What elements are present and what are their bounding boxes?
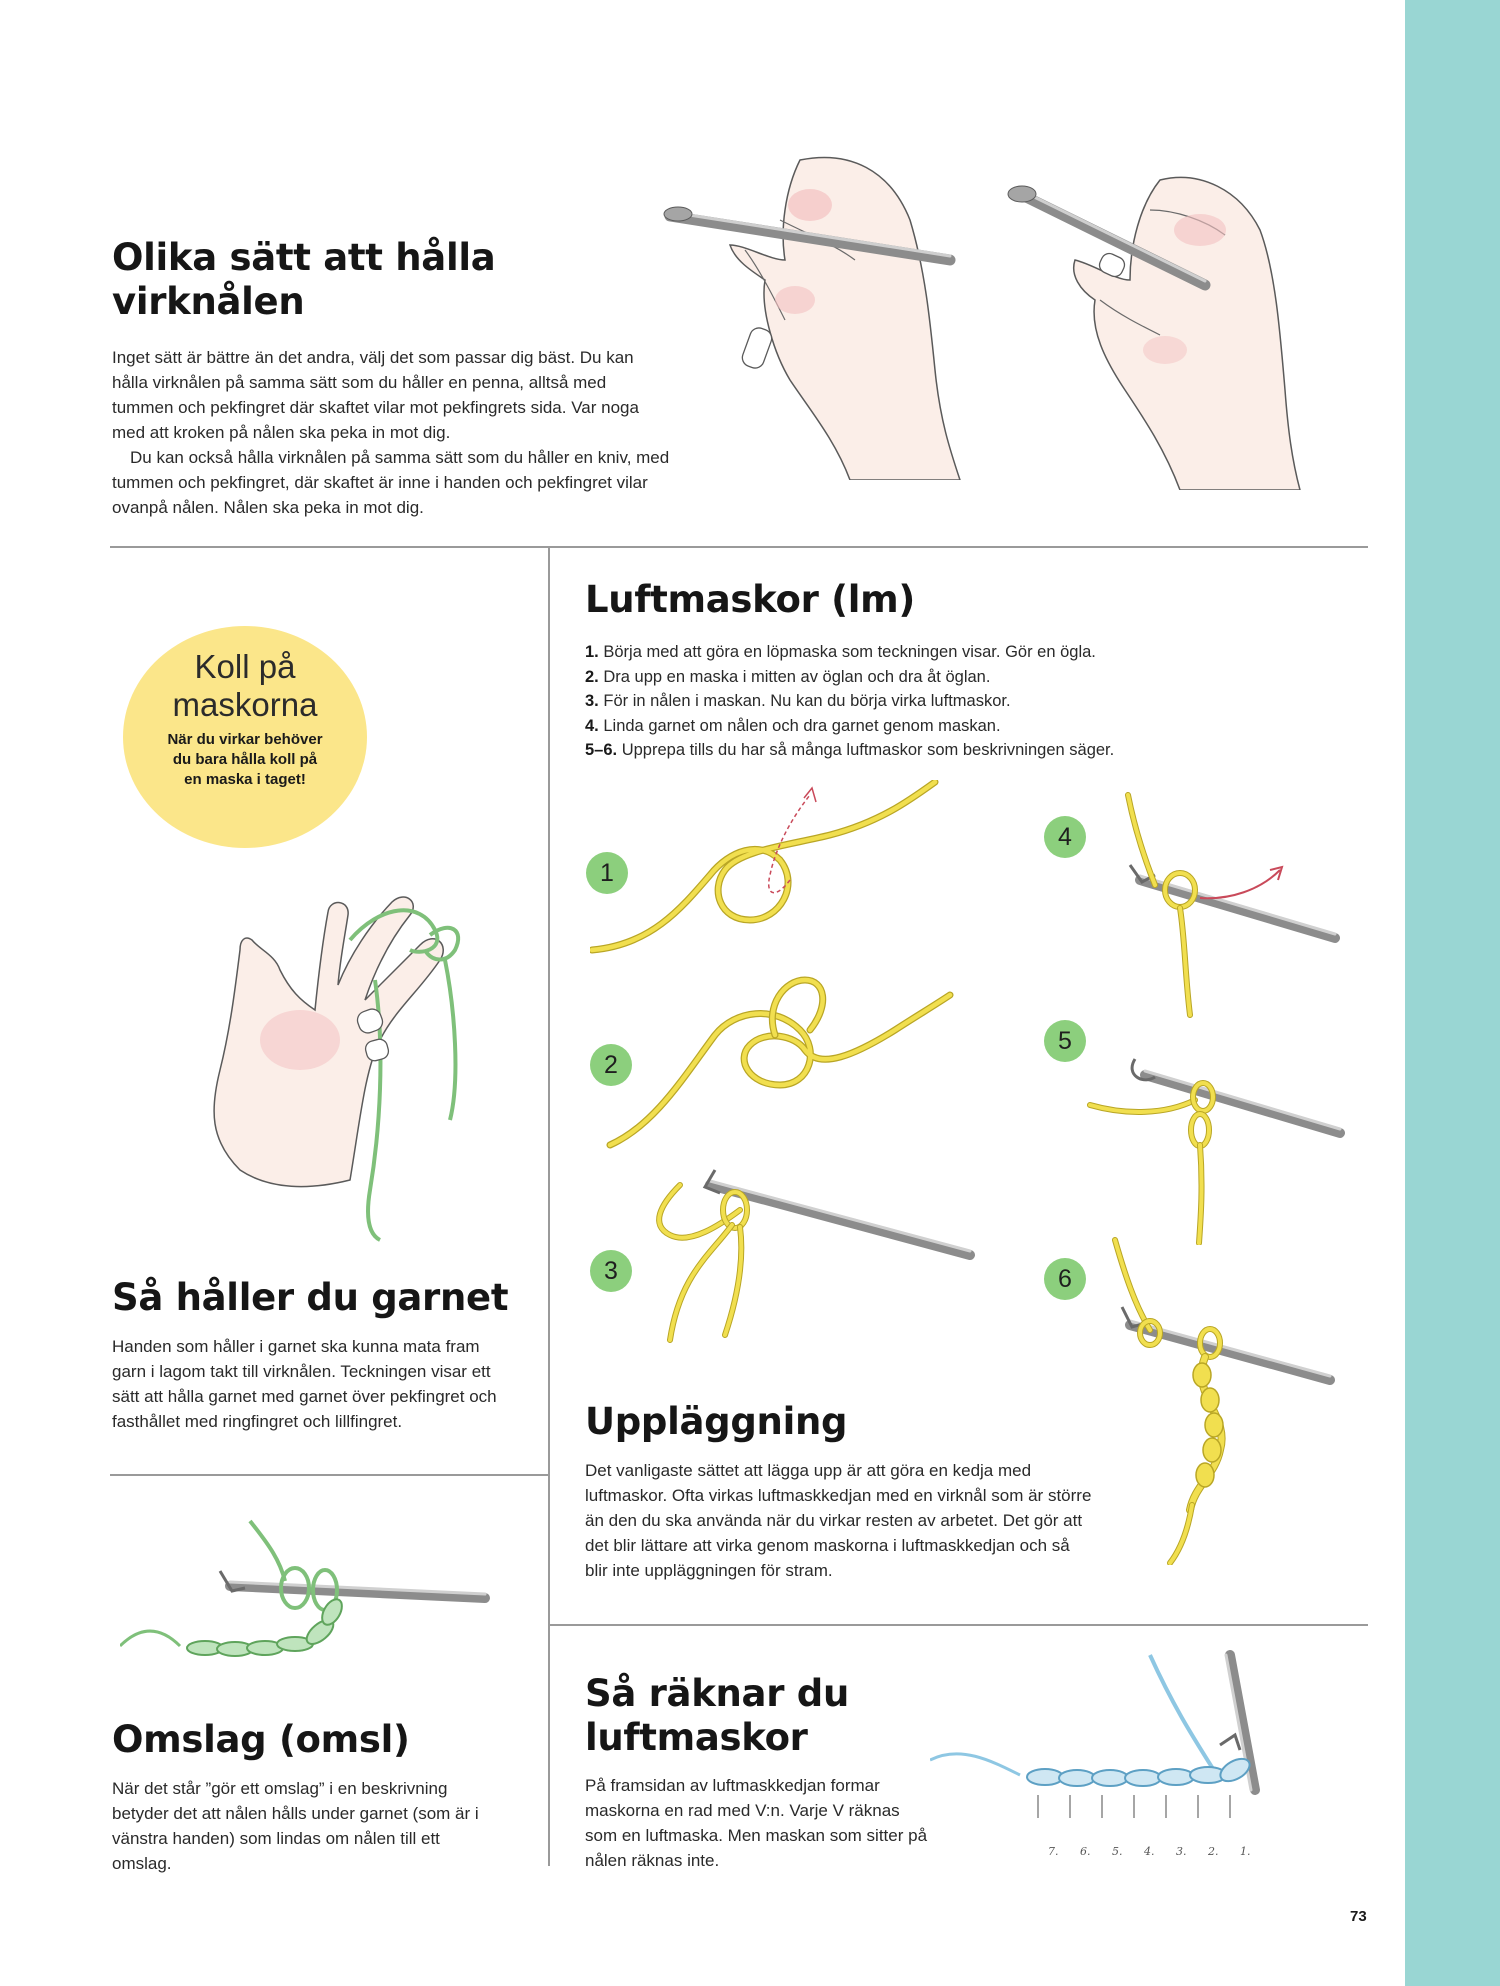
pen-grip-hand-illustration [660, 150, 990, 480]
chain-steps-list [585, 640, 1375, 763]
hold-yarn-section [112, 1276, 532, 1434]
hold-yarn-title: Så håller du garnet [112, 1276, 509, 1319]
count-section [585, 1672, 945, 1873]
step-badge-1: 1 [586, 852, 628, 894]
step-badge-2: 2 [590, 1044, 632, 1086]
hold-hook-paragraph-1: Inget sätt är bättre än det andra, välj det som passar dig bäst. Du kan hålla virknålen på samma sätt som du håller en penna, alltså med tummen och pekfingret där skaftet vilar mot pekfingrets sida. Var noga med att kroken på nålen ska peka in mot dig. [112, 347, 639, 442]
chain-step-3: 3. För in nålen i maskan. Nu kan du börja virka luftmaskor. [585, 692, 1011, 711]
stitch-label-1: 1. [1240, 1845, 1251, 1858]
chain-step-4: 4. Linda garnet om nålen och dra garnet genom maskan. [585, 716, 1001, 735]
yarn-over-title: Omslag (omsl) [112, 1718, 410, 1761]
stitch-label-2: 2. [1208, 1845, 1219, 1858]
chain-step-5-6: 5–6. Upprepa tills du har så många luftmaskor som beskrivningen säger. [585, 741, 1115, 760]
top-divider [110, 546, 1368, 548]
hold-hook-section [112, 236, 672, 520]
tip-bubble [123, 626, 367, 848]
yarn-holding-hand-illustration [180, 890, 520, 1250]
step-3-illustration [620, 1165, 980, 1345]
yarn-over-illustration [120, 1516, 500, 1676]
foundation-text: Det vanligaste sättet att lägga upp är att göra en kedja med luftmaskor. Ofta virkas luftmaskkedjan med en virknål som är större än den du ska använda när du virkar resten av arbetet. Det gör att det blir lättare att virka genom maskorna i luftmaskkedjan och så blir inte uppläggningen för stram. [585, 1461, 1092, 1581]
count-text: På framsidan av luftmaskkedjan formar maskorna en rad med V:n. Varje V räknas som en luftmaska. Men maskan som sitter på nålen räknas inte. [585, 1775, 928, 1870]
tip-bubble-title-line1: Koll på [194, 648, 296, 685]
chain-title: Luftmaskor (lm) [585, 578, 915, 621]
hold-hook-title-line1: Olika sätt att hålla [112, 236, 496, 279]
tip-bubble-title-line2: maskorna [172, 686, 318, 723]
count-title-line1: Så räknar du [585, 1672, 849, 1715]
column-divider [548, 548, 550, 1866]
step-1-illustration [590, 780, 950, 960]
chain-section [585, 578, 1375, 763]
stitch-label-6: 6. [1080, 1845, 1091, 1858]
step-4-illustration [1110, 790, 1340, 1020]
step-badge-3: 3 [590, 1250, 632, 1292]
right-mid-divider [550, 1624, 1368, 1626]
hold-yarn-text: Handen som håller i garnet ska kunna mata fram garn i lagom takt till virknålen. Teckningen visar ett sätt att hålla garnet med garnet över pekfingret och fasthållet med ringfingret och lillfingret. [112, 1337, 497, 1432]
stitch-label-3: 3. [1176, 1845, 1187, 1858]
step-2-illustration [605, 975, 955, 1150]
step-6-illustration [1110, 1235, 1340, 1565]
tip-bubble-text: När du virkar behöver du bara hålla koll på en maska i taget! [167, 731, 323, 788]
chain-step-2: 2. Dra upp en maska i mitten av öglan och dra åt öglan. [585, 667, 991, 686]
step-badge-6: 6 [1044, 1258, 1086, 1300]
stitch-label-7: 7. [1048, 1845, 1059, 1858]
step-badge-4: 4 [1044, 816, 1086, 858]
hold-hook-paragraph-2: Du kan också hålla virknålen på samma sätt som du håller en kniv, med tummen och pekfingret, där skaftet är inne i handen och pekfingret vilar ovanpå nålen. Nålen ska peka in mot dig. [112, 447, 670, 517]
left-mid-divider [110, 1474, 548, 1476]
step-5-illustration [1085, 1045, 1345, 1245]
hold-hook-title-line2: virknålen [112, 280, 305, 324]
tip-bubble-title [123, 626, 367, 724]
knife-grip-hand-illustration [1000, 150, 1330, 490]
side-color-band [1405, 0, 1500, 1986]
chain-step-1: 1. Börja med att göra en löpmaska som teckningen visar. Gör en ögla. [585, 643, 1096, 662]
counting-chain-illustration [930, 1650, 1300, 1870]
hold-hook-title [112, 236, 672, 325]
yarn-over-section [112, 1718, 532, 1876]
foundation-section [585, 1400, 1105, 1583]
stitch-label-4: 4. [1144, 1845, 1155, 1858]
count-title [585, 1672, 945, 1761]
yarn-over-text: När det står ”gör ett omslag” i en beskrivning betyder det att nålen hålls under garnet (som är i vänstra handen) som lindas om nålen till ett omslag. [112, 1779, 479, 1874]
stitch-label-5: 5. [1112, 1845, 1123, 1858]
foundation-title: Uppläggning [585, 1400, 848, 1443]
page-number: 73 [1350, 1908, 1367, 1925]
count-title-line2: luftmaskor [585, 1716, 808, 1760]
step-badge-5: 5 [1044, 1020, 1086, 1062]
